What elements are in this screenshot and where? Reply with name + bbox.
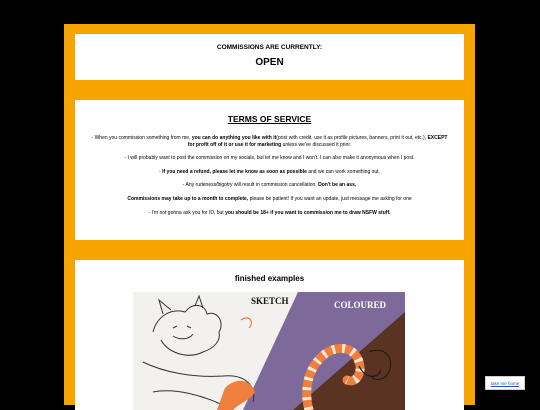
examples-title: finished examples	[234, 274, 305, 283]
tos-item-timeline: Commissions may take up to a month to complete, please be patient! If you want an update, just message me asking for one	[127, 195, 412, 202]
example-artwork	[133, 292, 405, 410]
tos-item-age: - I'm not gonna ask you for ID, but you should be 18+ if you want to commission me to draw NSFW stuff.	[148, 209, 391, 216]
coloured-label: COLOURED	[334, 300, 387, 310]
status-label: COMMISSIONS ARE CURRENTLY:	[216, 44, 323, 51]
tos-item-usage: - When you commission something from me, you can do anything you like with it(post with credit, use it as profile pictures, banners, print it out, etc.), EXCEPT for profit off of it or use it for marketing unless we've discussed it prior.	[91, 135, 448, 148]
status-card	[75, 34, 464, 80]
tos-item-refund: - If you need a refund, please let me know as soon as possible and we can work something out.	[159, 168, 380, 175]
take-me-home-link[interactable]: take me home	[485, 376, 525, 390]
sketch-label: SKETCH	[251, 296, 289, 306]
examples-card	[75, 260, 464, 410]
tos-item-rudeness: - Any rudeness/bigotry will result in commission cancellation. Don't be an ass.	[182, 182, 357, 189]
artwork-illustration	[133, 292, 405, 410]
tos-item-posting: - I will probably want to post the commission on my socials, but let me know and I won't. I can also make it anonymous when I post.	[124, 155, 415, 162]
terms-title: TERMS OF SERVICE	[227, 114, 312, 124]
content-frame	[64, 24, 475, 405]
status-value: OPEN	[255, 57, 284, 68]
terms-card	[75, 100, 464, 240]
